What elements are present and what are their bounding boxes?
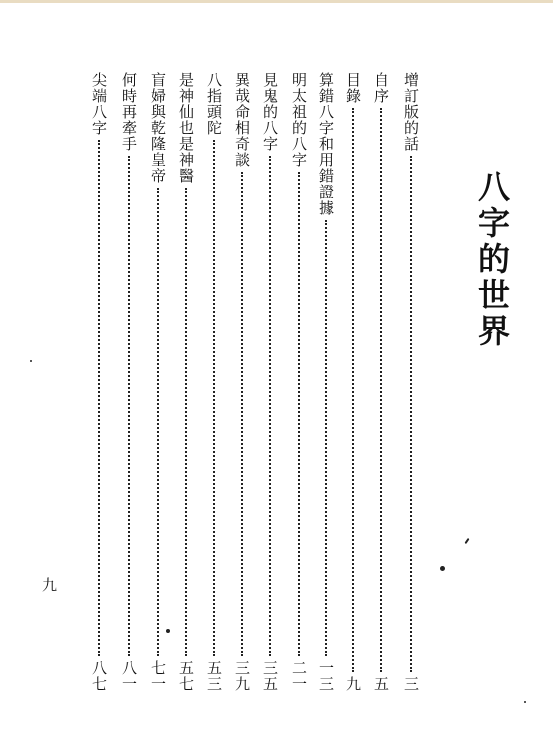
- dot-leader: [269, 156, 271, 656]
- dot-leader: [157, 188, 159, 656]
- toc-entry[interactable]: [176, 72, 196, 692]
- dot-leader: [98, 140, 100, 656]
- page-number: 九: [42, 576, 58, 594]
- toc-entry[interactable]: [289, 72, 309, 692]
- toc-entry-title: 尖端八字: [90, 72, 108, 136]
- dot-leader: [352, 108, 354, 672]
- toc-entry-page: 五: [372, 676, 390, 692]
- toc-entry[interactable]: [89, 72, 109, 692]
- toc-entry-page: 五七: [177, 660, 195, 692]
- toc-entry-title: 目錄: [344, 72, 362, 104]
- toc-entry[interactable]: [343, 72, 363, 692]
- dot-leader: [213, 140, 215, 656]
- toc-entry-title: 自序: [372, 72, 390, 104]
- dot-leader: [241, 172, 243, 656]
- dot-leader: [325, 220, 327, 656]
- dot-leader: [298, 172, 300, 656]
- toc-entry-title: 盲婦與乾隆皇帝: [149, 72, 167, 184]
- toc-entry-title: 算錯八字和用錯證據: [317, 72, 335, 216]
- toc-entry[interactable]: [232, 72, 252, 692]
- ink-speck: [440, 566, 445, 571]
- toc-entry-title: 何時再牽手: [120, 72, 138, 152]
- toc-entry-page: 三五: [261, 660, 279, 692]
- ink-speck: [30, 360, 32, 362]
- toc-entry[interactable]: [148, 72, 168, 692]
- toc-entry-title: 是神仙也是神醫: [177, 72, 195, 184]
- toc-entry-page: 一三: [317, 660, 335, 692]
- toc-entry-page: 三九: [233, 660, 251, 692]
- toc-entry-page: 八七: [90, 660, 108, 692]
- toc-entry-page: 五三: [205, 660, 223, 692]
- toc-entry-page: 八一: [120, 660, 138, 692]
- ink-speck: [524, 701, 526, 703]
- ink-speck: [464, 538, 469, 544]
- toc-entry-title: 明太祖的八字: [290, 72, 308, 168]
- dot-leader: [128, 156, 130, 656]
- toc-entry-title: 增訂版的話: [402, 72, 420, 152]
- toc-entry[interactable]: [371, 72, 391, 692]
- toc-entry[interactable]: [119, 72, 139, 692]
- toc-entry-title: 八指頭陀: [205, 72, 223, 136]
- toc-entry[interactable]: [401, 72, 421, 692]
- toc-entry[interactable]: [316, 72, 336, 692]
- toc-entry[interactable]: [204, 72, 224, 692]
- toc-entry-title: 異哉命相奇談: [233, 72, 251, 168]
- dot-leader: [410, 156, 412, 672]
- dot-leader: [380, 108, 382, 672]
- toc-entry-page: 二一: [290, 660, 308, 692]
- dot-leader: [185, 188, 187, 656]
- toc-entry-page: 三: [402, 676, 420, 692]
- book-title: 八字的世界: [473, 170, 511, 350]
- scan-top-band: [0, 0, 553, 3]
- ink-speck: [166, 629, 170, 633]
- toc-entry-title: 見鬼的八字: [261, 72, 279, 152]
- toc-entry[interactable]: [260, 72, 280, 692]
- toc-entry-page: 九: [344, 676, 362, 692]
- toc-entry-page: 七一: [149, 660, 167, 692]
